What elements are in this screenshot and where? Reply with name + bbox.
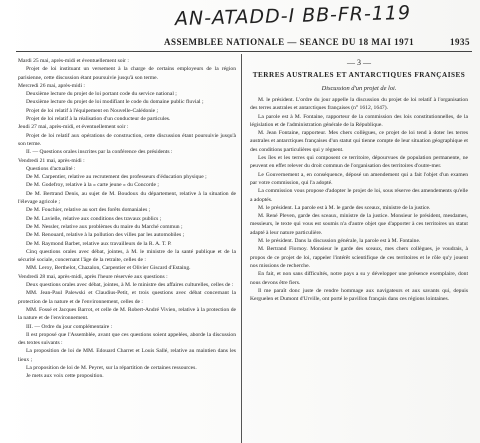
column-divider xyxy=(241,54,242,443)
right-paragraph: M. Jean Fontaine, rapporteur. Mes chers collègues, ce projet de loi tend à doter les terres australes et antarctiques françaises d'un statut qui tienne compte de leur situation géographique et des conditions particulières qui y règnent. xyxy=(250,130,468,153)
left-paragraph: Projet de loi instituant un versement à la charge de certains employeurs de la région parisienne, cette discussion étant poursuivie jusqu'à son terme. xyxy=(18,66,236,81)
right-paragraph: La commission vous propose d'adopter le projet de loi, sous réserve des amendements qu'elle a adoptés. xyxy=(250,188,468,203)
left-paragraph: Projet de loi relatif à la réalisation d'un conducteur de particules. xyxy=(26,116,171,123)
right-paragraph: Il me paraît donc juste de rendre hommage aux navigateurs et aux savants qui, depuis Kerguelen et Dumont d'Urville, ont porté le pavillon français dans ces régions lointaines. xyxy=(250,287,468,303)
left-paragraph: Cinq questions orales avec débat, jointes, à M. le ministre de la santé publique et de la sécurité sociale, concernant l'âge de la retraite, celles de : xyxy=(18,248,236,264)
left-paragraph: De M. Fouchier, relative au sort des forêts domaniales ; xyxy=(26,207,151,214)
section-ornament: — 3 — xyxy=(347,58,371,67)
left-paragraph: II. — Questions orales inscrites par la conférence des présidents : xyxy=(26,149,173,156)
left-paragraph: Il est proposé que l'Assemblée, avant que ces questions soient appelées, aborde la discussion des textes suivants : xyxy=(18,331,236,347)
left-paragraph: La proposition de loi de MM. Edouard Charret et Louis Sallé, relative au maintien dans les lieux ; xyxy=(18,348,236,363)
header-title: ASSEMBLEE NATIONALE — SEANCE DU 18 MAI 1971 xyxy=(164,37,415,47)
left-paragraph: Deuxième lecture du projet de loi modifiant le code du domaine public fluvial ; xyxy=(26,99,204,106)
left-paragraph: Mardi 25 mai, après-midi et éventuellement soir : xyxy=(18,58,129,64)
left-paragraph: Mercredi 26 mai, après-midi : xyxy=(18,82,85,89)
left-paragraph: Vendredi 28 mai, après-midi, après l'heure réservée aux questions : xyxy=(18,273,168,280)
right-paragraph: M. Bertrand Flornoy. Monsieur le garde des sceaux, mes chers collègues, je voudrais, à propos de ce projet de loi, rappeler l'intérêt scientifique de ces territoires et le rôle qu'y jouent nos missions de recherche. xyxy=(250,246,468,269)
left-paragraph: MM. Leroy, Berthelot, Chazalon, Carpentier et Olivier Giscard d'Estaing. xyxy=(26,265,191,272)
page-number: 1935 xyxy=(450,37,470,47)
left-paragraph: De M. Bertrand Denis, au sujet de M. Boudoux du département, relative à la situation de l'élevage agricole ; xyxy=(18,190,236,206)
left-paragraph: De M. Renouard, relative à la pollution des villes par les automobiles ; xyxy=(26,232,185,239)
right-paragraph: Les îles et les terres qui composent ce territoire, dépourvues de population permanente, ne peuvent en effet relever du droit commun de l'organisation des territoires d'outre-mer. xyxy=(250,155,468,170)
left-paragraph: De M. Lavielle, relative aux conditions des travaux publics ; xyxy=(26,215,162,222)
left-paragraph: De M. Godefroy, relative à la « carte jeune » du Concorde ; xyxy=(26,182,159,189)
left-paragraph: Projet de loi relatif aux opérations de construction, cette discussion étant poursuivie jusqu'à son terme. xyxy=(18,132,236,147)
left-paragraph: De M. Nessler, relative aux problèmes du maire du Marché commun ; xyxy=(26,223,183,230)
right-column xyxy=(250,57,468,303)
archive-stamp: AN-ATADD-I BB-FR-119 xyxy=(174,1,412,31)
right-paragraph: M. le président. L'ordre du jour appelle la discussion du projet de loi relatif à l'organisation des terres australes et antarctiques françaises (n° 1612, 1647). xyxy=(250,97,468,112)
left-paragraph: Vendredi 21 mai, après-midi : xyxy=(18,157,85,164)
left-paragraph: MM. Fossé et Jacques Barrot, et celle de M. Robert-André Vivien, relative à la protection de la nature et de l'environnement. xyxy=(18,306,236,322)
section-title: TERRES AUSTRALES ET ANTARCTIQUES FRANÇAISES xyxy=(252,71,466,79)
left-column xyxy=(18,57,236,381)
right-paragraph: M. le président. Dans la discussion générale, la parole est à M. Fontaine. xyxy=(258,238,421,245)
right-paragraph: La parole est à M. Fontaine, rapporteur de la commission des lois constitutionnelles, de la législation et de l'administration générale de la République. xyxy=(250,113,468,128)
left-paragraph: Jeudi 27 mai, après-midi, et éventuellement soir : xyxy=(18,124,129,131)
left-paragraph: La proposition de loi de M. Peyret, sur la répartition de certaines ressources. xyxy=(26,364,197,371)
right-paragraph: M. le président. La parole est à M. le garde des sceaux, ministre de la justice. xyxy=(258,204,431,211)
left-paragraph: III. — Ordre du jour complémentaire : xyxy=(26,323,113,330)
section-subtitle: Discussion d'un projet de loi. xyxy=(321,85,397,92)
left-paragraph: Deuxième lecture du projet de loi portant code du service national ; xyxy=(26,91,177,98)
left-paragraph: De M. Carpentier, relative au recrutement des professeurs d'éducation physique ; xyxy=(26,174,207,181)
left-paragraph: Je mets aux voix cette proposition. xyxy=(26,373,104,380)
left-paragraph: De M. Raymond Barbet, relative aux travailleurs de la R. A. T. P. xyxy=(26,240,172,247)
right-paragraph: Le Gouvernement a, en conséquence, déposé un amendement qui a fait l'objet d'un examen par votre commission, qui l'a adopté. xyxy=(250,171,468,186)
left-paragraph: Projet de loi relatif à l'équipement en Nouvelle-Calédonie ; xyxy=(26,107,159,114)
left-paragraph: Deux questions orales avec débat, jointes, à M. le ministre des affaires culturelles, celles de : xyxy=(26,282,234,289)
right-paragraph: En fait, et non sans difficultés, notre pays a su y développer une présence exemplaire, dont nous devons être fiers. xyxy=(250,271,468,286)
left-paragraph: MM. Jean-Paul Palewski et Claudius-Petit, et trois questions avec débat concernant la protection de la nature et de l'environnement, celles de : xyxy=(18,290,236,305)
page-header xyxy=(16,37,472,52)
right-paragraph: M. René Pleven, garde des sceaux, ministre de la justice. Monsieur le président, mesdames, messieurs, le texte qui vous est soumis n'a d'autre objet que d'apporter à ces territoires un statut adapté à leur nature particulière. xyxy=(250,213,468,236)
left-paragraph: Questions d'actualité : xyxy=(26,165,76,172)
